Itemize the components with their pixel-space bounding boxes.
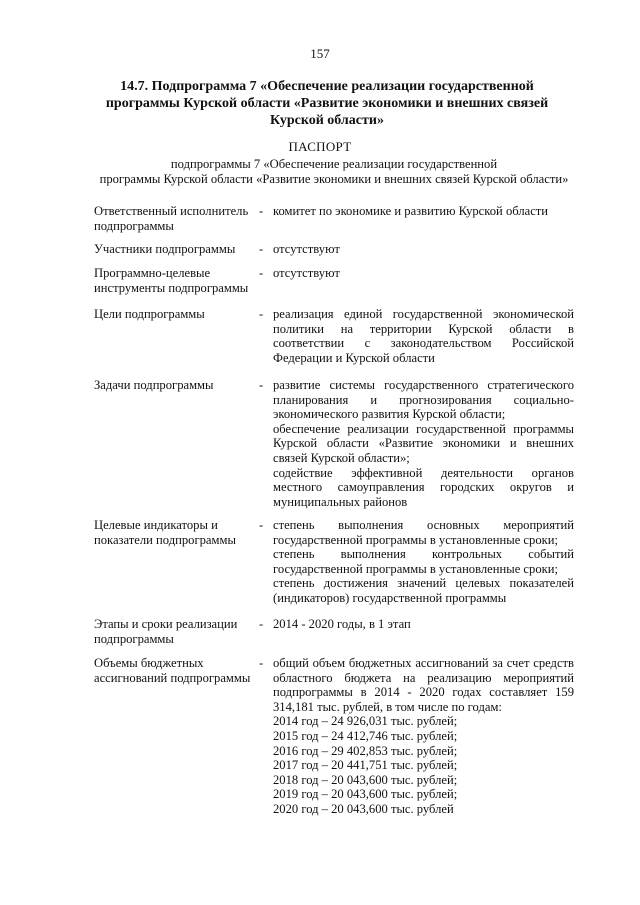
passport-subtitle [92,157,576,187]
row-paragraph: реализация единой государственной экономической политики на территории Курской области в соответствии с законодательством Российской Федерации и Курской области [273,307,574,365]
row-dash: - [259,518,264,532]
row-value [273,518,574,606]
row-paragraph: 2014 - 2020 годы, в 1 этап [273,617,411,631]
row-dash: - [259,266,264,280]
row-label: Цели подпрограммы [94,307,205,321]
row-paragraph: степень достижения значений целевых показателей (индикаторов) государственной программы [273,576,574,605]
row-paragraph: комитет по экономике и развитию Курской области [273,204,549,218]
row-dash: - [259,242,264,256]
row-dash: - [259,656,264,670]
budget-year-line: 2015 год – 24 412,746 тыс. рублей; [273,728,458,743]
row-value [273,242,574,257]
section-heading: 14.7. Подпрограмма 7 «Обеспечение реализации государственной программы Курской области «Развитие экономики и внешних связей Курской области» [105,79,549,128]
row-dash: - [259,204,264,218]
row-label: Ответственный исполнитель подпрограммы [94,204,249,233]
row-paragraph: обеспечение реализации государственной программы Курской области «Развитие экономики и внешних связей Курской области»; [273,421,574,465]
budget-year-line: 2016 год – 29 402,853 тыс. рублей; [273,743,458,758]
row-paragraph: степень выполнения основных мероприятий государственной программы в установленные сроки; [273,518,574,547]
row-dash: - [259,378,264,392]
page-number: 157 [310,46,330,61]
budget-year-line: 2017 год – 20 441,751 тыс. рублей; [273,758,458,773]
row-value [273,378,574,509]
row-value [273,617,574,632]
row-label: Программно-целевые инструменты подпрограммы [94,266,249,295]
row-paragraph: отсутствуют [273,266,340,280]
row-label: Участники подпрограммы [94,242,236,256]
budget-year-line: 2018 год – 20 043,600 тыс. рублей; [273,772,458,787]
row-label: Задачи подпрограммы [94,378,214,392]
row-dash: - [259,617,264,631]
row-label: Объемы бюджетных ассигнований подпрограммы [94,656,251,685]
row-dash: - [259,307,264,321]
passport-subtitle-line: подпрограммы 7 «Обеспечение реализации государственной [170,157,498,171]
row-label: Целевые индикаторы и показатели подпрограммы [94,518,236,547]
row-paragraph: содействие эффективной деятельности органов местного самоуправления городских округов и муниципальных районов [273,465,574,509]
row-value [273,656,574,817]
row-value [273,204,574,219]
budget-year-line: 2019 год – 20 043,600 тыс. рублей; [273,787,458,802]
row-value [273,307,574,365]
row-label: Этапы и сроки реализации подпрограммы [94,617,238,646]
row-paragraph: общий объем бюджетных ассигнований за счет средств областного бюджета на реализацию мероприятий подпрограммы в 2014 - 2020 годах составляет 159 314,181 тыс. рублей, в том числе по годам: [273,656,574,714]
budget-year-line: 2014 год – 24 926,031 тыс. рублей; [273,714,458,729]
budget-year-line: 2020 год – 20 043,600 тыс. рублей [273,801,454,816]
row-paragraph: развитие системы государственного стратегического планирования и прогнозирования социально-экономического развития Курской области; [273,378,574,422]
row-paragraph: степень выполнения контрольных событий государственной программы в установленные сроки; [273,547,574,576]
passport-subtitle-line: программы Курской области «Развитие экономики и внешних связей Курской области» [99,172,569,186]
row-paragraph: отсутствуют [273,242,340,256]
passport-title: ПАСПОРТ [288,139,352,154]
row-value [273,266,574,281]
